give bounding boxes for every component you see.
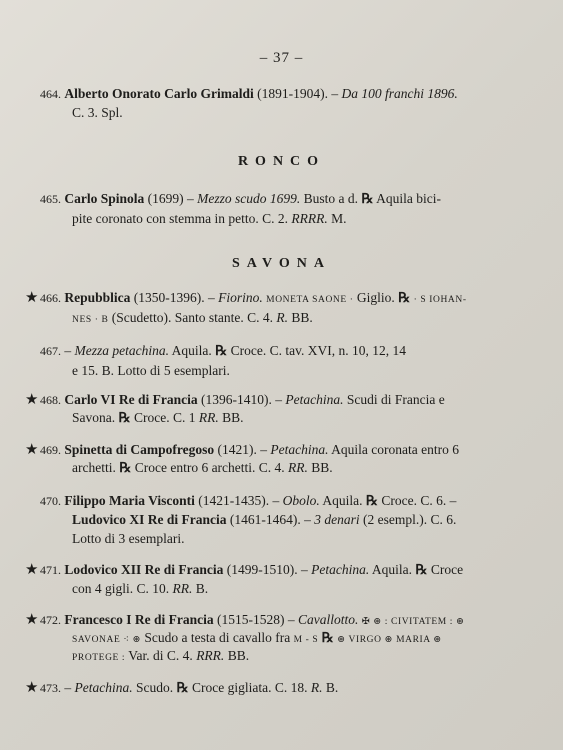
lot-468-line-1: 468. Carlo VI Re di Francia (1396-1410). – Petachina. Scudi di Francia e	[40, 392, 445, 407]
reverse-symbol-icon: ℞	[215, 343, 228, 359]
lot-469-line-2: archetti. ℞ Croce entro 6 archetti. C. 4. RR. BB.	[72, 460, 333, 476]
lot-number: 465.	[40, 192, 61, 206]
lot-464-line-1: 464. Alberto Onorato Carlo Grimaldi (1891-1904). – Da 100 franchi 1896.	[40, 86, 458, 101]
ruler-name: Carlo VI Re di Francia	[64, 392, 198, 407]
rarity: R.	[310, 680, 323, 695]
star-icon: ★	[25, 392, 39, 408]
lot-number: 464.	[40, 87, 61, 101]
rarity: RR.	[198, 410, 219, 425]
ruler-name: Spinetta di Campofregoso	[64, 442, 215, 457]
legend-text: M - S	[293, 635, 319, 645]
section-heading-ronco: RONCO	[237, 154, 326, 169]
page-number: – 37 –	[259, 50, 304, 66]
legend-text: ✠ ⊛ : CIVITATEM : ⊛	[361, 617, 465, 627]
rarity: RR.	[172, 581, 193, 596]
lot-472-line-3: PROTEGE : Var. di C. 4. RRR. BB.	[72, 648, 250, 663]
lot-471-line-1: 471. Lodovico XII Re di Francia (1499-1510). – Petachina. Aquila. ℞ Croce	[40, 562, 464, 578]
lot-number: 470.	[40, 494, 61, 508]
coin-type: Mezzo scudo 1699.	[197, 191, 301, 206]
legend-text: PROTEGE :	[72, 653, 126, 663]
reverse-symbol-icon: ℞	[176, 680, 189, 696]
coin-type: Mezza petachina.	[74, 343, 169, 358]
lot-470-line-2: Ludovico XI Re di Francia (1461-1464). – 3 denari (2 esempl.). C. 6.	[72, 512, 457, 527]
legend-text: · S IOHAN-	[413, 295, 467, 305]
lot-466-line-2: NES · B (Scudetto). Santo stante. C. 4. R. BB.	[72, 310, 313, 325]
star-icon: ★	[25, 290, 39, 306]
lot-471-line-2: con 4 gigli. C. 10. RR. B.	[72, 581, 209, 596]
ruler-name: Filippo Maria Visconti	[64, 493, 195, 508]
lot-465-line-1: 465. Carlo Spinola (1699) – Mezzo scudo 1699. Busto a d. ℞ Aquila bici-	[40, 191, 442, 207]
legend-text: MONETA SAONE ·	[266, 295, 354, 305]
lot-number: 466.	[40, 291, 61, 305]
coin-type: Fiorino.	[218, 290, 263, 305]
lot-472-line-1: 472. Francesco I Re di Francia (1515-1528) – Cavallotto. ✠ ⊛ : CIVITATEM : ⊛	[40, 612, 465, 627]
star-icon: ★	[25, 562, 39, 578]
legend-text: NES · B	[72, 315, 109, 325]
lot-number: 469.	[40, 443, 61, 457]
ruler-name: Francesco I Re di Francia	[64, 612, 214, 627]
reverse-symbol-icon: ℞	[119, 460, 132, 476]
rarity: R.	[276, 310, 289, 325]
coin-type: Obolo.	[282, 493, 320, 508]
lot-465-line-2: pite coronato con stemma in petto. C. 2. RRRR. M.	[72, 211, 347, 226]
lot-464-line-2: C. 3. Spl.	[72, 105, 123, 120]
reverse-symbol-icon: ℞	[118, 410, 131, 426]
rarity: RRRR.	[291, 211, 328, 226]
legend-text: SAVONAE ⁖ ⊛	[72, 635, 142, 645]
rarity: RRR.	[196, 648, 225, 663]
rarity: RR.	[288, 460, 308, 475]
lot-number: 467.	[40, 344, 61, 358]
lot-466-line-1: 466. Repubblica (1350-1396). – Fiorino. MONETA SAONE · Giglio. ℞ · S IOHAN-	[40, 290, 467, 306]
legend-text: ⊛ VIRGO ⊛ MARIA ⊛	[337, 635, 442, 645]
lot-467-line-2: e 15. B. Lotto di 5 esemplari.	[72, 363, 230, 378]
lot-number: 468.	[40, 393, 61, 407]
ruler-name: Repubblica	[64, 290, 131, 305]
reverse-symbol-icon: ℞	[365, 493, 378, 509]
coin-type: Petachina.	[270, 442, 329, 457]
coin-type: 3 denari	[314, 512, 360, 527]
reverse-symbol-icon: ℞	[321, 630, 334, 646]
reverse-symbol-icon: ℞	[361, 191, 374, 207]
lot-number: 472.	[40, 613, 61, 627]
lot-473-line-1: 473. – Petachina. Scudo. ℞ Croce gigliata. C. 18. R. B.	[40, 680, 339, 696]
coin-type: Petachina.	[285, 392, 344, 407]
star-icon: ★	[25, 442, 39, 458]
lot-470-line-1: 470. Filippo Maria Visconti (1421-1435). – Obolo. Aquila. ℞ Croce. C. 6. –	[40, 493, 457, 509]
lot-number: 473.	[40, 681, 61, 695]
coin-type: Petachina.	[74, 680, 133, 695]
ruler-name: Ludovico XI Re di Francia	[72, 512, 227, 527]
ruler-name: Alberto Onorato Carlo Grimaldi	[64, 86, 254, 101]
ruler-name: Carlo Spinola	[64, 191, 145, 206]
reverse-symbol-icon: ℞	[415, 562, 428, 578]
lot-467-line-1: 467. – Mezza petachina. Aquila. ℞ Croce. C. tav. XVI, n. 10, 12, 14	[40, 343, 406, 359]
reverse-symbol-icon: ℞	[398, 290, 411, 306]
lot-470-line-3: Lotto di 3 esemplari.	[72, 531, 185, 546]
coin-type: Da 100 franchi 1896.	[341, 86, 458, 101]
coin-type: Petachina.	[311, 562, 370, 577]
star-icon: ★	[25, 612, 39, 628]
lot-472-line-2: SAVONAE ⁖ ⊛ Scudo a testa di cavallo fra M - S ℞ ⊛ VIRGO ⊛ MARIA ⊛	[72, 630, 442, 646]
lot-468-line-2: Savona. ℞ Croce. C. 1 RR. BB.	[72, 410, 244, 426]
lot-number: 471.	[40, 563, 61, 577]
ruler-name: Lodovico XII Re di Francia	[64, 562, 224, 577]
section-heading-savona: SAVONA	[231, 256, 332, 271]
star-icon: ★	[25, 680, 39, 696]
lot-469-line-1: 469. Spinetta di Campofregoso (1421). – Petachina. Aquila coronata entro 6	[40, 442, 459, 457]
coin-type: Cavallotto.	[297, 612, 359, 627]
